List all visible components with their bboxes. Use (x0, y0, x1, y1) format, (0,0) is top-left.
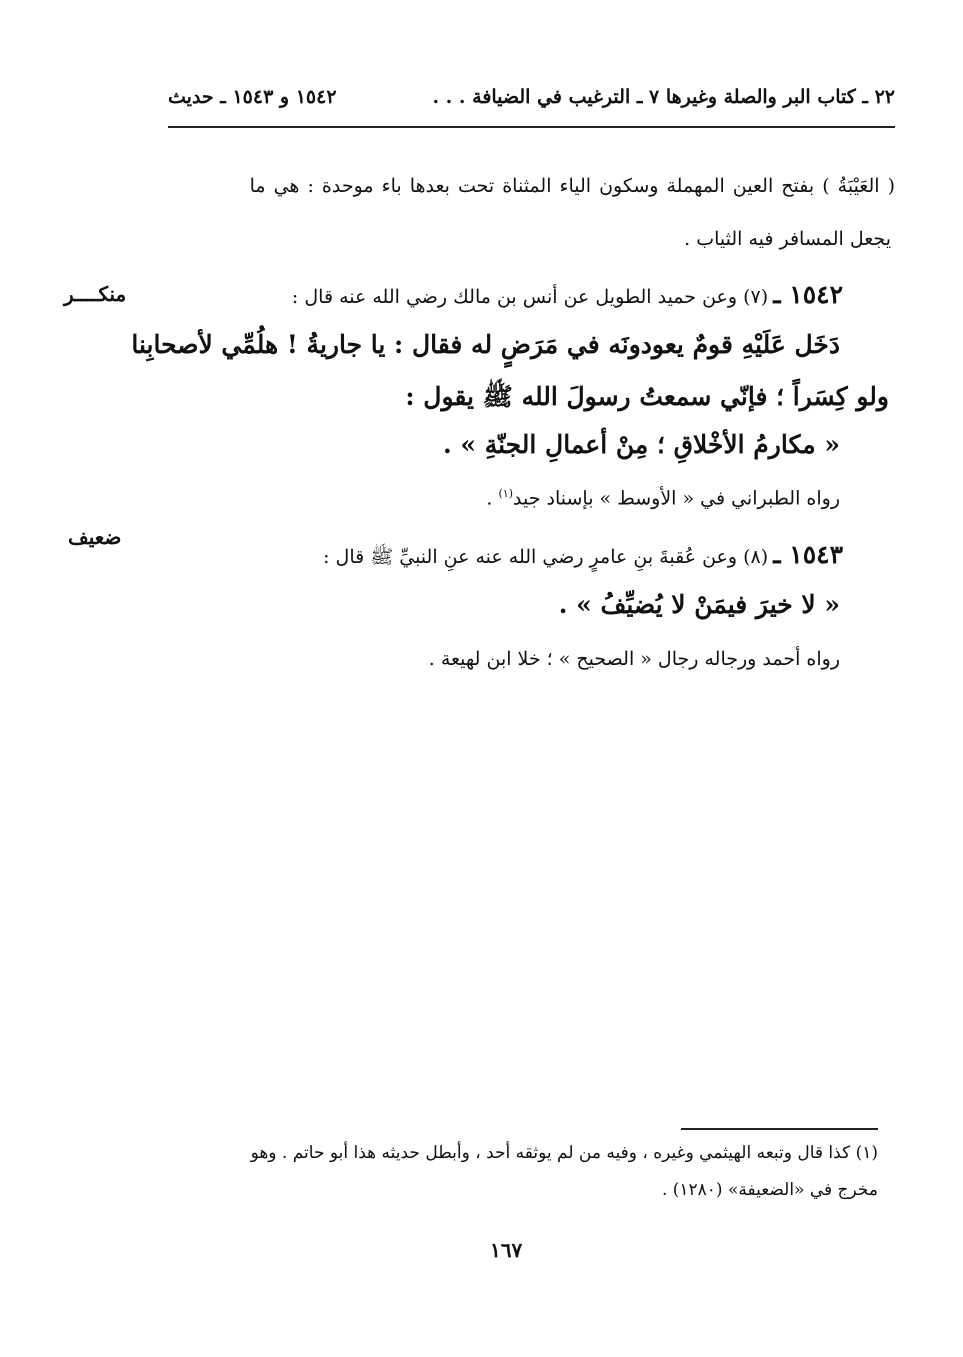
hadith-1542-line-2: دَخَل عَلَيْهِ قومٌ يعودونَه في مَرَضٍ له فقال : يا جاريةُ ! هلُمِّي لأصحابِنا (131, 330, 840, 359)
footnote-marker: (١) (498, 487, 514, 500)
gloss-line-1: ( العَيْبَةُ ) بفتح العين المهملة وسكون الياء المثناة تحت بعدها باء موحدة : هي ما (249, 175, 895, 197)
footnote-line-1: (١) كذا قال وتبعه الهيثمي وغيره ، وفيه من لم يوثقه أحد ، وأبطل حديثه هذا أبو حاتم . وهو (250, 1143, 878, 1163)
hadith-1542-intro: (٧) وعن حميد الطويل عن أنس بن مالك رضي الله عنه قال : (291, 286, 769, 308)
hadith-1543-quote: « لا خيرَ فيمَنْ لا يُضيِّفُ » . (558, 590, 840, 619)
header-rule (168, 126, 895, 128)
hadith-number-1542: ١٥٤٢ ـ (773, 280, 843, 309)
hadith-1542-intro-line (292, 280, 843, 309)
hadith-1543-intro: (٨) وعن عُقبةَ بنِ عامرٍ رضي الله عنه عنِ النبيِّ ﷺ قال : (323, 546, 769, 568)
footnote-rule (681, 1128, 878, 1130)
hadith-1543-source: رواه أحمد ورجاله رجال « الصحيح » ؛ خلا ابن لهيعة . (428, 648, 840, 670)
page-number: ١٦٧ (490, 1238, 523, 1262)
footnote-line-2: مخرج في «الضعيفة» (١٢٨٠) . (661, 1180, 878, 1200)
hadith-1542-line-3: ولو كِسَراً ؛ فإنّي سمعتُ رسولَ الله ﷺ يقول : (405, 382, 889, 411)
hadith-1542-source (486, 488, 840, 508)
header-chapter-title: ٢٢ ـ كتاب البر والصلة وغيرها ٧ ـ الترغيب في الضيافة . . . (432, 86, 895, 108)
grade-label-munkar: منكــــر (64, 282, 127, 306)
hadith-number-1543: ١٥٤٣ ـ (773, 540, 843, 569)
header-hadith-range: ١٥٤٢ و ١٥٤٣ ـ حديث (168, 86, 337, 108)
gloss-line-2: يجعل المسافر فيه الثياب . (684, 228, 891, 250)
hadith-1543-intro-line (323, 540, 843, 569)
hadith-1542-quote: « مكارمُ الأخْلاقِ ؛ مِنْ أعمالِ الجنّةِ » . (442, 430, 840, 459)
hadith-1542-source-end: . (486, 487, 499, 510)
hadith-1542-source-text: رواه الطبراني في « الأوسط » بإسناد جيد (513, 487, 840, 510)
grade-label-daif: ضعيف (68, 525, 122, 549)
